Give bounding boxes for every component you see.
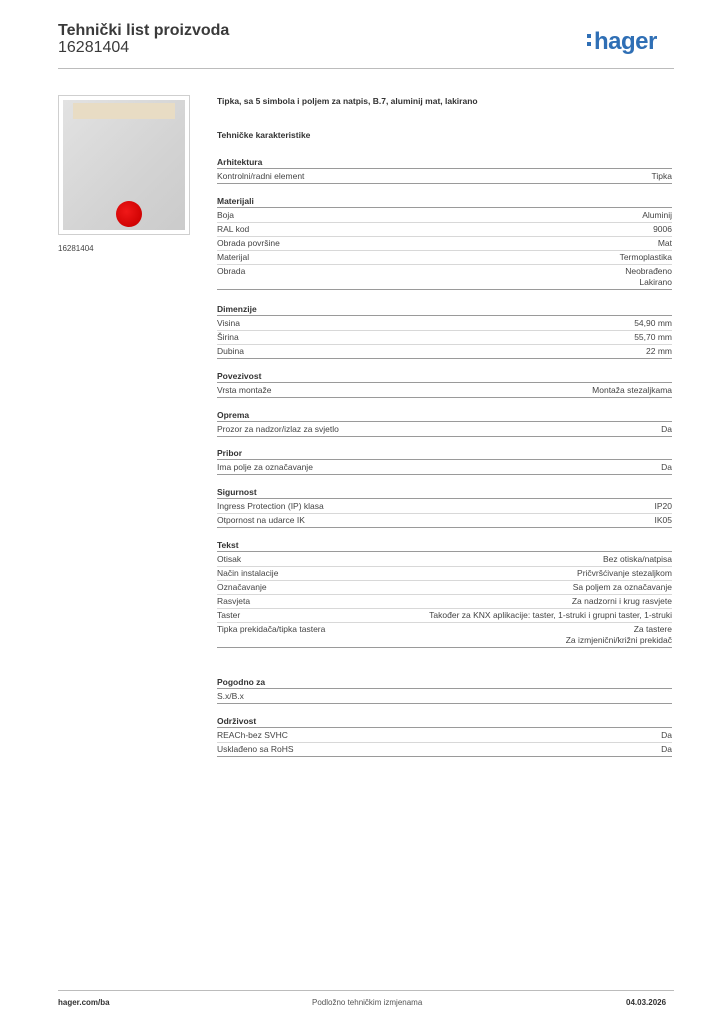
header-divider — [58, 68, 674, 69]
spec-value — [592, 385, 672, 396]
product-image — [58, 95, 190, 235]
spec-row — [217, 623, 672, 648]
spec-value — [634, 318, 672, 329]
spec-row — [217, 170, 672, 184]
spec-value-line: Lakirano — [639, 277, 672, 287]
spec-value-line: Za tastere — [633, 624, 672, 634]
spec-label: Širina — [217, 332, 239, 342]
spec-value-line: Za nadzorni i krug rasvjete — [571, 596, 672, 606]
spec-value — [620, 252, 672, 263]
section — [217, 303, 672, 359]
spec-label: Boja — [217, 210, 235, 220]
section-title: Oprema — [217, 409, 672, 422]
logo-dots-icon — [587, 34, 591, 49]
spec-value — [603, 554, 672, 565]
label-field — [73, 103, 175, 119]
spec-label: Označavanje — [217, 582, 267, 592]
spec-value-line: 55,70 mm — [634, 332, 672, 342]
spec-value — [577, 568, 672, 579]
spec-value — [661, 744, 672, 755]
section-title: Tekst — [217, 539, 672, 552]
hager-logo: hager — [594, 28, 657, 56]
tech-heading: Tehničke karakteristike — [217, 130, 311, 140]
spec-value — [429, 610, 672, 621]
spec-label: Otisak — [217, 554, 242, 564]
section-title: Arhitektura — [217, 156, 672, 169]
spec-label: Rasvjeta — [217, 596, 251, 606]
spec-value — [653, 224, 672, 235]
spec-value — [658, 238, 672, 249]
section-title: Povezivost — [217, 370, 672, 383]
spec-label: S.x/B.x — [217, 691, 244, 701]
spec-row — [217, 595, 672, 609]
product-code: 16281404 — [58, 39, 130, 56]
spec-row — [217, 265, 672, 290]
page-title: Tehnički list proizvoda — [58, 22, 230, 39]
spec-row — [217, 567, 672, 581]
spec-value — [634, 332, 672, 343]
footer-date: 04.03.2026 — [626, 998, 667, 1007]
spec-value-line: Bez otiska/natpisa — [603, 554, 672, 564]
spec-row — [217, 423, 672, 437]
spec-label: Način instalacije — [217, 568, 279, 578]
spec-row — [217, 384, 672, 398]
spec-value — [642, 210, 672, 221]
spec-row — [217, 317, 672, 331]
section — [217, 676, 672, 704]
spec-value-line: Aluminij — [642, 210, 672, 220]
spec-value-line: IK05 — [654, 515, 672, 525]
spec-label: Prozor za nadzor/izlaz za svjetlo — [217, 424, 339, 434]
spec-row — [217, 345, 672, 359]
spec-value-line: 22 mm — [646, 346, 672, 356]
spec-value-line: Da — [661, 744, 672, 754]
spec-label: REACh-bez SVHC — [217, 730, 288, 740]
spec-value-line: Da — [661, 730, 672, 740]
spec-value-line: Tipka — [651, 171, 672, 181]
spec-label: Obrada — [217, 266, 246, 276]
section-title: Pribor — [217, 447, 672, 460]
spec-row — [217, 743, 672, 757]
product-title: Tipka, sa 5 simbola i poljem za natpis, B.7, aluminij mat, lakirano — [217, 96, 478, 106]
spec-label: Vrsta montaže — [217, 385, 272, 395]
spec-value-line: 9006 — [653, 224, 672, 234]
spec-value — [661, 730, 672, 741]
spec-row — [217, 209, 672, 223]
spec-value — [661, 462, 672, 473]
spec-value — [652, 171, 672, 182]
spec-label: Ingress Protection (IP) klasa — [217, 501, 324, 511]
spec-row — [217, 609, 672, 623]
spec-label: Visina — [217, 318, 240, 328]
spec-label: RAL kod — [217, 224, 250, 234]
spec-value — [655, 515, 673, 526]
spec-value — [572, 596, 672, 607]
section — [217, 409, 672, 437]
spec-value-line: Termoplastika — [619, 252, 672, 262]
spec-row — [217, 331, 672, 345]
red-indicator-icon — [116, 201, 142, 227]
spec-row — [217, 461, 672, 475]
spec-value-line: Montaža stezaljkama — [592, 385, 672, 395]
spec-row — [217, 553, 672, 567]
spec-label: Tipka prekidača/tipka tastera — [217, 624, 326, 634]
spec-row — [217, 251, 672, 265]
spec-value-line: Sa poljem za označavanje — [572, 582, 672, 592]
section-title: Sigurnost — [217, 486, 672, 499]
image-caption: 16281404 — [58, 244, 94, 253]
spec-row — [217, 514, 672, 528]
spec-row — [217, 223, 672, 237]
section — [217, 195, 672, 290]
section-title: Pogodno za — [217, 676, 672, 689]
spec-row — [217, 729, 672, 743]
spec-value-line: Da — [661, 462, 672, 472]
spec-value-line: Mat — [657, 238, 672, 248]
footer-note: Podložno tehničkim izmjenama — [312, 998, 423, 1007]
section — [217, 486, 672, 528]
spec-value-line: Pričvršćivanje stezaljkom — [577, 568, 672, 578]
spec-value-line: 54,90 mm — [634, 318, 672, 328]
spec-value — [573, 582, 672, 593]
section — [217, 447, 672, 475]
spec-value — [625, 266, 672, 288]
spec-label: Taster — [217, 610, 241, 620]
spec-label: Materijal — [217, 252, 250, 262]
section — [217, 715, 672, 757]
section-title: Održivost — [217, 715, 672, 728]
spec-row — [217, 237, 672, 251]
spec-value — [566, 624, 672, 646]
spec-value-line: IP20 — [654, 501, 672, 511]
spec-row — [217, 581, 672, 595]
spec-value — [646, 346, 672, 357]
spec-label: Otpornost na udarce IK — [217, 515, 305, 525]
footer-divider — [58, 990, 674, 991]
spec-label: Dubina — [217, 346, 244, 356]
spec-value — [655, 501, 673, 512]
spec-value-line: Za izmjenični/križni prekidač — [565, 635, 672, 645]
spec-value-line: Neobrađeno — [625, 266, 672, 276]
spec-value — [661, 424, 672, 435]
spec-label: Kontrolni/radni element — [217, 171, 305, 181]
section — [217, 156, 672, 184]
section — [217, 539, 672, 648]
spec-value-line: Da — [661, 424, 672, 434]
spec-row — [217, 690, 672, 704]
spec-label: Ima polje za označavanje — [217, 462, 313, 472]
section — [217, 370, 672, 398]
section-title: Dimenzije — [217, 303, 672, 316]
footer-site: hager.com/ba — [58, 998, 110, 1007]
spec-label: Obrada površine — [217, 238, 280, 248]
spec-label: Usklađeno sa RoHS — [217, 744, 294, 754]
spec-value-line: Također za KNX aplikacije: taster, 1-struki i grupni taster, 1-struki — [429, 610, 672, 620]
section-title: Materijali — [217, 195, 672, 208]
spec-row — [217, 500, 672, 514]
